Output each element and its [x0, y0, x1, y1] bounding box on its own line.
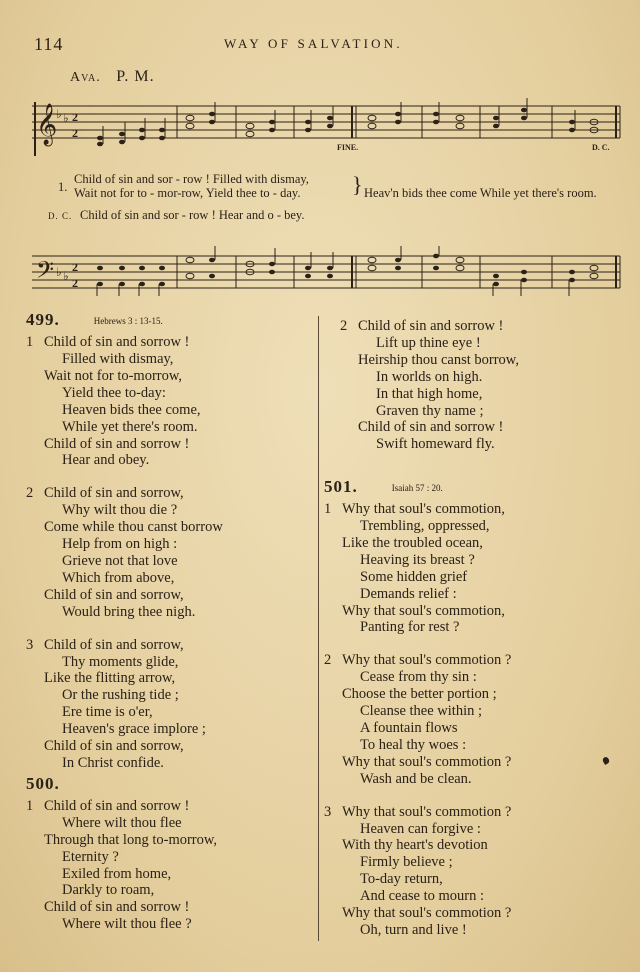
stanza: [324, 652, 511, 787]
dc-label: D. C.: [592, 143, 610, 152]
stanza-line: Thy moments glide,: [62, 653, 179, 670]
stanza-line: Through that long to-morrow,: [44, 831, 218, 848]
stanza-line: Exiled from home,: [62, 865, 172, 882]
lyric-brace: }: [352, 172, 363, 197]
stanza-line: Yield thee to-day:: [62, 384, 166, 401]
stanza-line: And cease to mourn :: [360, 888, 485, 905]
tune-lyric-line-2: Wait not for to - mor-row, Yield thee to - day.: [74, 186, 301, 200]
stanza-line: To heal thy woes :: [360, 736, 467, 753]
stanza-line: Cleanse thee within ;: [360, 703, 483, 720]
stanza-line: Graven thy name ;: [376, 402, 484, 419]
stanza-line: Would bring thee nigh.: [62, 603, 196, 620]
stanza-line: Child of sin and sorrow,: [44, 738, 184, 755]
svg-text:2: 2: [72, 110, 78, 124]
page-number: 114: [34, 34, 64, 54]
svg-text:2: 2: [72, 126, 78, 140]
stanza-line: Why that soul's commotion ?: [342, 753, 512, 770]
stanza-line: Demands relief :: [360, 585, 457, 602]
tune-dc-lyric: Child of sin and sor - row ! Hear and o - bey.: [80, 208, 305, 222]
hymn-number: 500.: [26, 774, 60, 793]
stanza-line: Where wilt thou flee ?: [62, 916, 192, 933]
hymn-499: [26, 312, 223, 772]
svg-text:♭: ♭: [56, 107, 62, 121]
stanza-line: Ere time is o'er,: [62, 704, 153, 721]
hymn-number: 499.: [26, 310, 60, 329]
stanza-line: Child of sin and sorrow !: [358, 419, 504, 436]
svg-text:2: 2: [72, 260, 78, 274]
stanza-line: Which from above,: [62, 569, 175, 586]
stanza-line: Swift homeward fly.: [376, 436, 495, 453]
stanza-line: With thy heart's devotion: [342, 837, 488, 854]
stanza-line: Why that soul's commotion ?: [342, 905, 512, 922]
ink-blot: [602, 756, 611, 765]
stanza-line: Wash and be clean.: [360, 770, 472, 787]
stanza-line: 2 Child of sin and sorrow !: [340, 318, 504, 334]
stanza-line: A fountain flows: [360, 720, 458, 736]
stanza-line: 3 Child of sin and sorrow,: [26, 636, 184, 653]
hymn-501: [324, 479, 511, 939]
stanza: [26, 637, 223, 772]
svg-text:𝄢: 𝄢: [36, 256, 55, 289]
stanza-line: 3 Why that soul's commotion ?: [324, 803, 512, 820]
stanza-line: To-day return,: [360, 871, 443, 888]
hymn-number: 501.: [324, 477, 358, 496]
column-divider: [318, 316, 319, 941]
tune-heading: [70, 68, 155, 86]
svg-text:♭: ♭: [63, 111, 69, 125]
tune-meter: P. M.: [116, 68, 155, 85]
stanza-line: Panting for rest ?: [360, 619, 460, 636]
dc-marker: D. C.: [48, 211, 73, 221]
stanza-line: Heaving its breast ?: [360, 551, 475, 568]
stanza-line: 2 Why that soul's commotion ?: [324, 652, 512, 669]
stanza-line: Firmly believe ;: [360, 854, 453, 871]
stanza-line: Heirship thou canst borrow,: [358, 351, 519, 368]
bass-staff: [32, 246, 624, 296]
stanza-line: In worlds on high.: [376, 368, 483, 385]
stanza-line: 1 Why that soul's commotion,: [324, 501, 505, 518]
stanza-line: Why wilt thou die ?: [62, 502, 178, 519]
stanza-line: Heaven's grace implore ;: [62, 721, 206, 738]
hymn-500: [26, 776, 217, 933]
stanza-line: Come while thou canst borrow: [44, 519, 223, 536]
page-header: [34, 34, 618, 54]
stanza-line: Heaven can forgive :: [360, 820, 481, 837]
stanza-line: In Christ confide.: [62, 754, 164, 771]
stanza-line: Trembling, oppressed,: [360, 518, 490, 535]
svg-text:♭: ♭: [56, 265, 62, 279]
stanza-line: Why that soul's commotion,: [342, 602, 505, 619]
svg-text:𝄞: 𝄞: [36, 104, 58, 145]
stanza-line: Like the flitting arrow,: [44, 670, 176, 687]
fine-label: FINE.: [337, 143, 359, 152]
stanza-line: Child of sin and sorrow !: [44, 435, 190, 452]
stanza-line: Heaven bids thee come,: [62, 401, 201, 418]
running-title: WAY OF SALVATION.: [224, 36, 403, 51]
stanza-line: Like the troubled ocean,: [342, 534, 483, 551]
svg-text:♭: ♭: [63, 269, 69, 283]
stanza-line: Hear and obey.: [62, 452, 150, 469]
stanza-line: Grieve not that love: [62, 553, 178, 569]
tune-lyric-right: Heav'n bids thee come While yet there's room.: [364, 186, 597, 200]
stanza-line: Darkly to roam,: [62, 882, 155, 899]
stanza-line: 2 Child of sin and sorrow,: [26, 485, 184, 502]
tune-lyric-line-1: Child of sin and sor - row ! Filled with dismay,: [74, 172, 309, 186]
scripture-ref: Hebrews 3 : 13-15.: [93, 316, 163, 327]
tune-verse-number: 1.: [58, 180, 68, 194]
treble-staff: [32, 96, 624, 156]
stanza: [26, 334, 223, 469]
stanza-line: Or the rushing tide ;: [62, 687, 179, 704]
stanza-line: Some hidden grief: [360, 568, 468, 585]
stanza-line: Child of sin and sorrow,: [44, 586, 184, 603]
stanza-line: Child of sin and sorrow !: [44, 899, 190, 916]
stanza: [26, 798, 217, 933]
stanza-line: Filled with dismay,: [62, 351, 174, 368]
stanza-line: Eternity ?: [62, 848, 119, 865]
stanza-line: Lift up thine eye !: [376, 334, 481, 351]
stanza-line: Cease from thy sin :: [360, 669, 477, 686]
svg-text:2: 2: [72, 276, 78, 290]
stanza: [26, 485, 223, 620]
stanza: [324, 804, 511, 939]
stanza: [340, 318, 519, 453]
stanza-line: 1 Child of sin and sorrow !: [26, 797, 190, 814]
stanza-line: Wait not for to-morrow,: [44, 367, 183, 384]
stanza-line: While yet there's room.: [62, 418, 198, 435]
stanza-line: Oh, turn and live !: [360, 921, 467, 938]
tune-name: Ava.: [70, 70, 101, 85]
stanza-line: 1 Child of sin and sorrow !: [26, 334, 190, 351]
stanza: [324, 501, 511, 636]
stanza-line: Help from on high :: [62, 536, 178, 553]
scripture-ref: Isaiah 57 : 20.: [391, 483, 443, 494]
stanza-line: Where wilt thou flee: [62, 814, 182, 831]
hymn-500-continued: [340, 318, 519, 453]
stanza-line: Choose the better portion ;: [342, 686, 497, 703]
stanza-line: In that high home,: [376, 385, 483, 402]
